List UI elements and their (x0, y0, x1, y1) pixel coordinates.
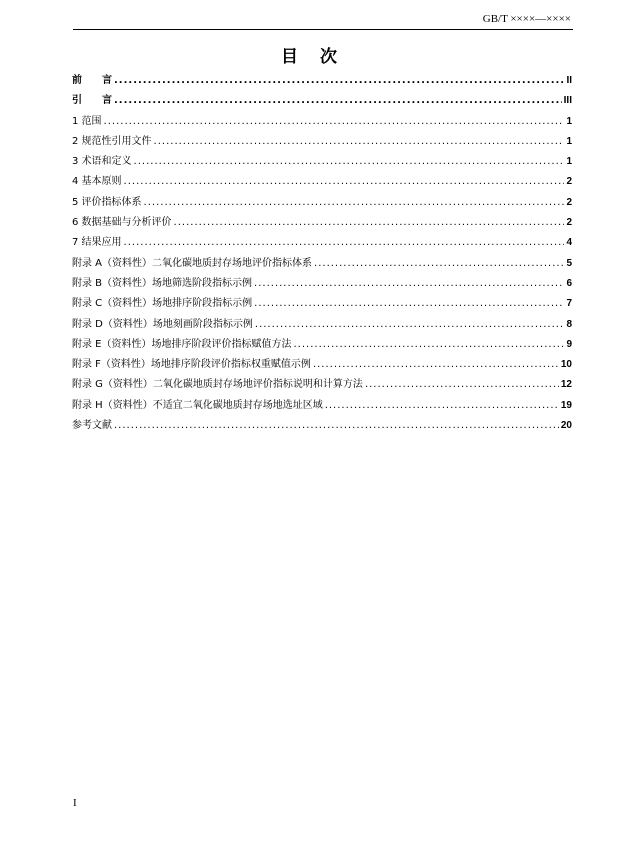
toc-entry-label: 附录 A（资料性）二氧化碳地质封存场地评价指标体系 (72, 257, 313, 269)
toc-entry[interactable] (72, 254, 572, 274)
page-number: I (73, 797, 77, 809)
toc-entry[interactable] (72, 315, 572, 335)
toc-entry-page: II (566, 75, 572, 86)
dot-leader (174, 213, 565, 233)
toc-entry-label: 附录 C（资料性）场地排序阶段指标示例 (72, 298, 253, 310)
toc-entry-label: 4 基本原则 (72, 176, 122, 188)
toc-entry[interactable] (72, 112, 572, 132)
toc-entry[interactable] (72, 396, 572, 416)
dot-leader (255, 315, 565, 335)
page-title: 目 次 (281, 47, 345, 67)
toc-entry[interactable] (72, 355, 572, 375)
toc-entry-page: 19 (560, 399, 572, 411)
toc-entry[interactable] (72, 132, 572, 152)
toc-entry-page: 7 (566, 298, 572, 310)
toc-entry-page: 6 (566, 277, 572, 289)
toc-entry-label: 5 评价指标体系 (72, 196, 142, 208)
toc-entry-page: 8 (566, 318, 572, 330)
dot-leader (104, 112, 565, 132)
dot-leader (154, 132, 565, 152)
toc-entry-page: 12 (560, 379, 572, 391)
dot-leader (114, 71, 564, 91)
toc-entry[interactable] (72, 294, 572, 314)
dot-leader (124, 233, 565, 253)
toc-entry[interactable] (72, 375, 572, 395)
toc-entry-label: 2 规范性引用文件 (72, 135, 152, 147)
dot-leader (294, 335, 565, 355)
toc-entry-label: 参考文献 (72, 420, 112, 432)
toc-entry[interactable] (72, 193, 572, 213)
toc-entry-page: 1 (566, 115, 572, 127)
toc-entry[interactable] (72, 213, 572, 233)
dot-leader (254, 294, 564, 314)
toc-entry-page: 5 (566, 257, 572, 269)
toc-entry-label: 附录 D（资料性）场地刻画阶段指标示例 (72, 318, 253, 330)
dot-leader (313, 355, 559, 375)
toc-entry-label: 附录 G（资料性）二氧化碳地质封存场地评价指标说明和计算方法 (72, 379, 363, 391)
toc-entry-label: 附录 B（资料性）场地筛选阶段指标示例 (72, 277, 253, 289)
toc-entry-page: 1 (566, 156, 572, 168)
toc-entry-page: 20 (560, 420, 572, 432)
toc-entry-label: 3 术语和定义 (72, 156, 132, 168)
dot-leader (114, 91, 562, 111)
toc-entry-page: 2 (566, 176, 572, 188)
toc-entry-page: 2 (566, 196, 572, 208)
toc-entry-label: 7 结果应用 (72, 237, 122, 249)
toc-entry-label: 引 言 (72, 95, 112, 107)
toc-entry-page: 2 (566, 217, 572, 229)
header-rule (73, 29, 573, 30)
toc-entry-label: 附录 E（资料性）场地排序阶段评价指标赋值方法 (72, 338, 292, 350)
dot-leader (124, 172, 565, 192)
toc-entry-page: 9 (566, 338, 572, 350)
toc-entry[interactable] (72, 172, 572, 192)
table-of-contents (72, 71, 572, 436)
dot-leader (114, 416, 559, 436)
toc-entry-label: 6 数据基础与分析评价 (72, 217, 172, 229)
toc-entry[interactable] (72, 91, 572, 111)
standard-code-header: GB/T ××××—×××× (482, 13, 571, 25)
dot-leader (314, 254, 564, 274)
toc-entry-label: 附录 F（资料性）场地排序阶段评价指标权重赋值示例 (72, 359, 311, 371)
toc-entry-page: 1 (566, 135, 572, 147)
toc-entry-label: 附录 H（资料性）不适宜二氧化碳地质封存场地选址区域 (72, 399, 323, 411)
toc-entry[interactable] (72, 233, 572, 253)
toc-entry-label: 1 范围 (72, 115, 102, 127)
toc-entry[interactable] (72, 335, 572, 355)
toc-entry-page: III (563, 95, 572, 107)
toc-entry-page: 10 (560, 359, 572, 371)
toc-entry[interactable] (72, 71, 572, 91)
toc-entry-page: 4 (566, 237, 572, 249)
dot-leader (365, 375, 559, 395)
dot-leader (325, 396, 559, 416)
toc-entry[interactable] (72, 274, 572, 294)
dot-leader (144, 193, 565, 213)
toc-entry[interactable] (72, 416, 572, 436)
dot-leader (134, 152, 565, 172)
toc-entry[interactable] (72, 152, 572, 172)
dot-leader (254, 274, 564, 294)
toc-entry-label: 前 言 (72, 75, 112, 86)
